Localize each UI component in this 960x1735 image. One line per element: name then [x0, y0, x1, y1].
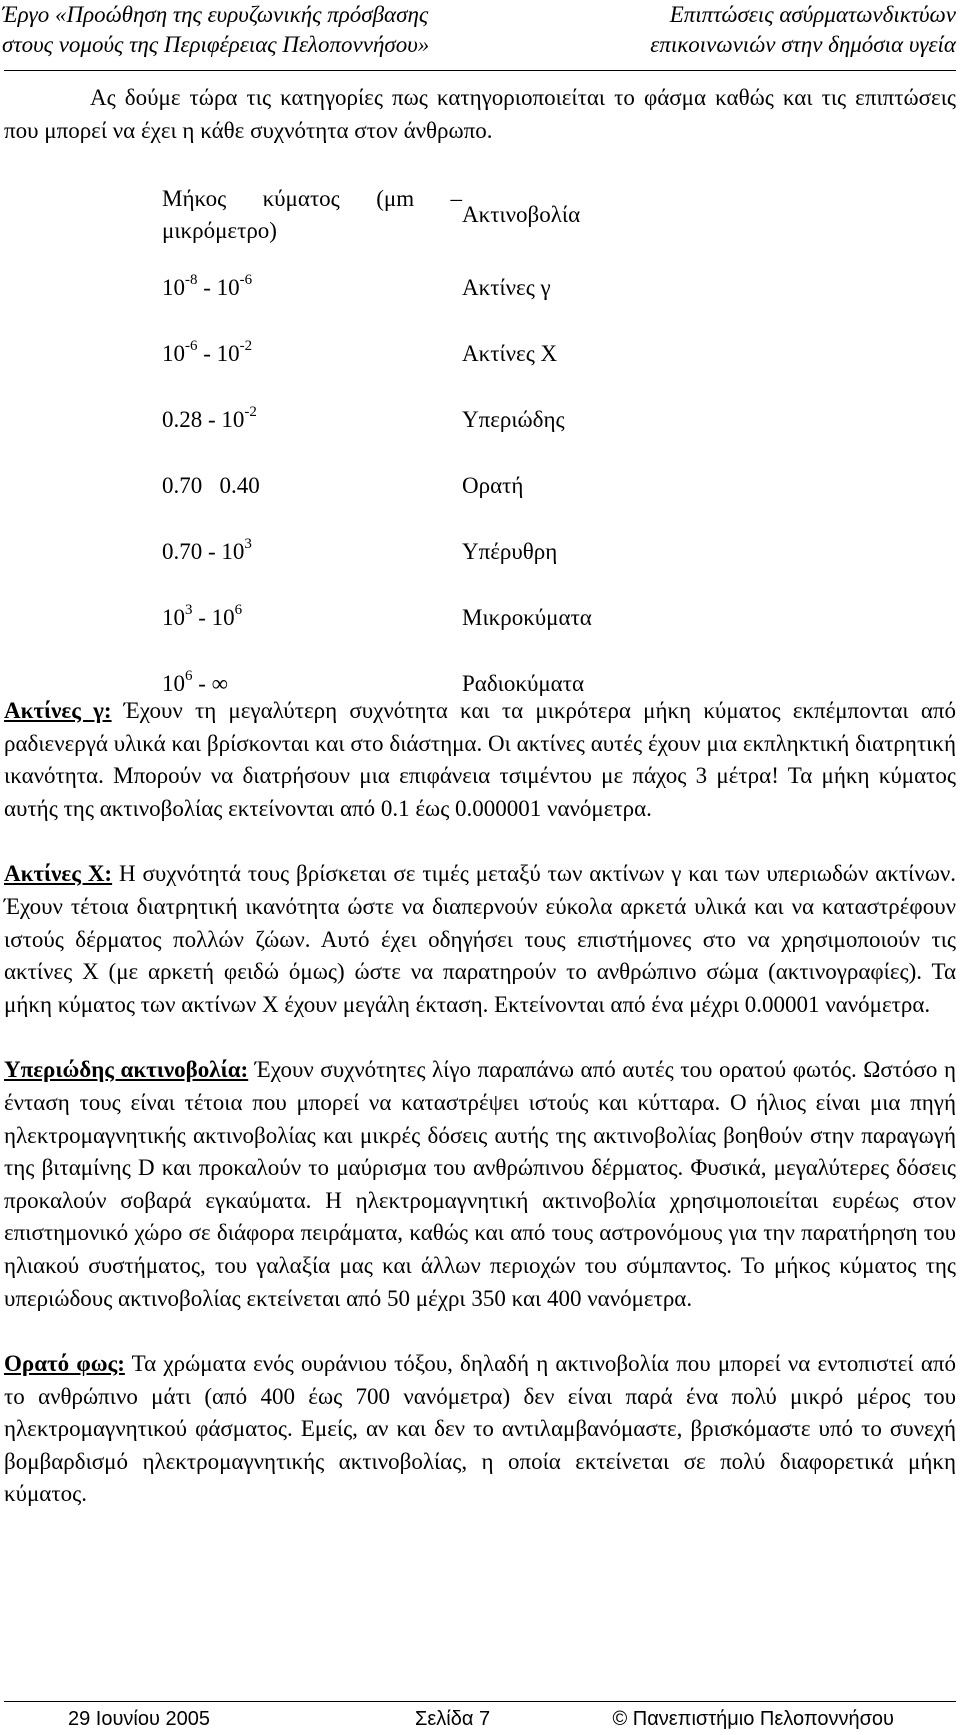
radiation-type: Ορατή [462, 473, 524, 498]
range-start: 10 [162, 341, 185, 366]
header-project-title [2, 0, 429, 60]
header-right-line-2: επικοινωνιών στην δημόσια υγεία [650, 32, 956, 57]
page-footer [0, 1705, 960, 1735]
range-separator: - [192, 605, 212, 630]
visible-section [4, 1348, 956, 1511]
spectrum-row [162, 585, 652, 651]
radiation-type: Ακτίνες Χ [462, 341, 558, 366]
wavelength-header: Μήκος κύματος (μm – μικρόμετρο) [162, 186, 462, 243]
radiation-type: Ραδιοκύματα [462, 671, 585, 696]
xray-text: Η συχνότητά τους βρίσκεται σε τιμές μεταξύ των ακτίνων γ και των υπεριωδών ακτίνων. Έχουν τέτοια διατρητική ικανότητα ώστε να διαπερνούν εύκολα αρκετά υλικά και να καταστρέφουν ιστούς δέρματος πολλών ζώων. Αυτό έχει οδηγήσει τους επιστήμονες στο να χρησιμοποιούν τις ακτίνες Χ (με αρκετή φειδώ όμως) ώστε να παρατηρούν το ανθρώπινο σώμα (ακτινογραφίες). Τα μήκη κύματος των ακτίνων Χ έχουν μεγάλη έκταση. Εκτείνονται από ένα μέχρι 0.00001 νανόμετρα. [4, 861, 957, 1017]
range-end: 0.40 [219, 473, 260, 498]
range-end-exponent: 3 [244, 536, 252, 553]
spectrum-row [162, 255, 652, 321]
header-right-line-1: Επιπτώσεις ασύρματωνδικτύων [669, 2, 956, 27]
range-start: 0.70 [162, 539, 203, 564]
header-left-line-2: στους νομούς της Περιφέρειας Πελοποννήσου» [2, 32, 430, 57]
footer-copyright: © Πανεπιστήμιο Πελοποννήσου [612, 1708, 894, 1730]
radiation-header: Ακτινοβολία [462, 202, 581, 227]
range-end: 10 [221, 407, 245, 432]
radiation-type: Ακτίνες γ [462, 275, 551, 300]
range-separator: - [202, 539, 222, 564]
range-start: 10 [162, 605, 185, 630]
range-separator: - [192, 671, 212, 696]
visible-term: Ορατό φως: [4, 1351, 125, 1377]
spectrum-row [162, 453, 652, 519]
range-separator: - [197, 341, 217, 366]
xray-section [4, 858, 956, 1021]
wavelength-range [162, 321, 462, 387]
range-separator: - [197, 275, 217, 300]
range-separator: - [202, 407, 222, 432]
range-start-exponent: 3 [185, 602, 193, 619]
spectrum-table [162, 175, 652, 717]
radiation-descriptions [4, 695, 956, 1544]
intro-paragraph: Ας δούμε τώρα τις κατηγορίες πως κατηγοριοποιείται το φάσμα καθώς και τις επιπτώσεις που μπορεί να έχει η κάθε συχνότητα στον άνθρωπο. [4, 85, 956, 143]
page-header [0, 0, 960, 72]
gamma-term: Ακτίνες γ: [4, 698, 112, 723]
uv-section [4, 1054, 956, 1315]
range-end-exponent: -2 [244, 404, 257, 421]
footer-divider [4, 1701, 956, 1702]
header-left-line-1: Έργο «Προώθηση της ευρυζωνικής πρόσβασης [2, 2, 429, 27]
gamma-section [4, 695, 956, 825]
range-start-exponent: -6 [185, 338, 198, 355]
range-end: ∞ [211, 671, 229, 696]
range-end: 10 [216, 341, 240, 366]
wavelength-range [162, 255, 462, 321]
intro-block [4, 82, 956, 147]
range-end: 10 [221, 539, 245, 564]
wavelength-range [162, 585, 462, 651]
range-start: 10 [162, 671, 185, 696]
range-end: 10 [211, 605, 235, 630]
range-start-exponent: -8 [185, 272, 198, 289]
footer-page-number: Σελίδα 7 [415, 1708, 491, 1730]
wavelength-range [162, 387, 462, 453]
spectrum-row [162, 387, 652, 453]
range-separator [202, 473, 219, 498]
wavelength-range [162, 519, 462, 585]
range-end: 10 [216, 275, 240, 300]
range-start: 0.70 [162, 473, 203, 498]
spectrum-row [162, 519, 652, 585]
range-end-exponent: -6 [239, 272, 253, 289]
footer-date: 29 Ιουνίου 2005 [68, 1708, 210, 1730]
spectrum-table-header [162, 175, 652, 255]
header-divider [4, 70, 956, 71]
range-end-exponent: 6 [234, 602, 243, 619]
radiation-type: Υπέρυθρη [462, 539, 558, 564]
range-start: 0.28 [162, 407, 203, 432]
range-end-exponent: -2 [239, 338, 253, 355]
header-document-title [650, 0, 956, 60]
range-start: 10 [162, 275, 185, 300]
uv-term: Υπεριώδης ακτινοβολία: [4, 1057, 249, 1083]
radiation-type: Μικροκύματα [462, 605, 592, 630]
uv-text: Έχουν συχνότητες λίγο παραπάνω από αυτές του ορατού φωτός. Ωστόσο η ένταση τους είναι τέτοια που μπορεί να καταστρέψει ιστούς και κύτταρα. Ο ήλιος είναι μια πηγή ηλεκτρομαγνητικής ακτινοβολίας και μικρές δόσεις αυτής της ακτινοβολίας βοηθούν στην παραγωγή της βιταμίνης D και προκαλούν το μαύρισμα του ανθρώπινου δέρματος. Φυσικά, μεγαλύτερες δόσεις προκαλούν σοβαρά εγκαύματα. Η ηλεκτρομαγνητική ακτινοβολία χρησιμοποιείται ευρέως στον επιστημονικό χώρο σε διάφορα πειράματα, καθώς και από τους αστρονόμους για την παρατήρηση του ηλιακού συστήματος, του γαλαξία μας και άλλων περιοχών του σύμπαντος. Το μήκος κύματος της υπεριώδους ακτινοβολίας εκτείνεται από 50 μέχρι 350 και 400 νανόμετρα. [4, 1057, 956, 1311]
radiation-type: Υπεριώδης [462, 407, 565, 432]
wavelength-range [162, 453, 462, 519]
visible-text: Τα χρώματα ενός ουράνιου τόξου, δηλαδή η ακτινοβολία που μπορεί να εντοπιστεί από το ανθρώπινο μάτι (από 400 έως 700 νανόμετρα) δεν είναι παρά ένα πολύ μικρό μέρος του ηλεκτρομαγνητικού φάσματος. Εμείς, αν και δεν το αντιλαμβανόμαστε, βρισκόμαστε υπό το συνεχή βομβαρδισμό ηλεκτρομαγνητικής ακτινοβολίας, η οποία εκτείνεται σε πολύ διαφορετικά μήκη κύματος. [4, 1351, 956, 1507]
spectrum-row [162, 321, 652, 387]
range-start-exponent: 6 [185, 668, 193, 685]
gamma-text: Έχουν τη μεγαλύτερη συχνότητα και τα μικρότερα μήκη κύματος εκπέμπονται από ραδιενεργά υλικά και βρίσκονται και στο διάστημα. Οι ακτίνες αυτές έχουν μια εκπληκτική διατρητική ικανότητα. Μπορούν να διατρήσουν μια επιφάνεια τσιμέντου με πάχος 3 μέτρα! Τα μήκη κύματος αυτής της ακτινοβολίας εκτείνονται από 0.1 έως 0.000001 νανόμετρα. [4, 698, 956, 821]
xray-term: Ακτίνες Χ: [4, 861, 113, 887]
